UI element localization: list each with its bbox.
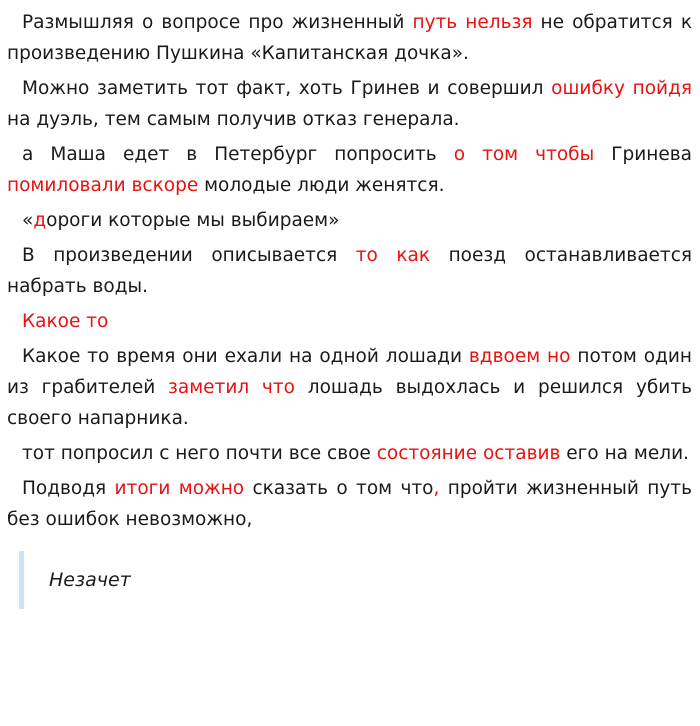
- text: ороги которые мы выбираем»: [46, 210, 340, 231]
- text: тот попросил с него почти все свое: [22, 443, 377, 464]
- error-highlight: путь нельзя: [412, 12, 533, 33]
- error-highlight: о том чтобы: [453, 144, 595, 165]
- text: «: [22, 210, 34, 231]
- paragraph-4: [7, 205, 692, 236]
- paragraph-8: [7, 438, 692, 469]
- text: потом один из грабителей: [7, 346, 692, 398]
- text: сказать о том что: [244, 478, 434, 499]
- paragraph-2: [7, 73, 692, 135]
- text: Какое то время они ехали на одной лошади: [22, 346, 469, 367]
- verdict-blockquote: [19, 551, 324, 609]
- text: Размышляя о вопросе про жизненный: [22, 12, 413, 33]
- error-highlight: итоги можно: [114, 478, 245, 499]
- error-highlight: состояние оставив: [376, 443, 561, 464]
- error-highlight: помиловали вскоре: [7, 175, 199, 196]
- paragraph-5: [7, 240, 692, 302]
- verdict-text: Незачет: [49, 569, 131, 591]
- paragraph-1: [7, 7, 692, 69]
- text: его на мели.: [560, 443, 689, 464]
- text: лошадь выдохлась и решился убить своего напарника.: [7, 377, 693, 429]
- paragraph-7: [7, 341, 692, 434]
- error-highlight: заметил что: [168, 377, 295, 398]
- error-highlight: Какое то: [22, 311, 109, 332]
- text: на дуэль, тем самым получив отказ генерала.: [7, 109, 460, 130]
- text: Подводя: [22, 478, 115, 499]
- text: поезд останавливается набрать воды.: [7, 245, 692, 297]
- error-highlight: ,: [433, 478, 440, 499]
- error-highlight: вдвоем но: [468, 346, 571, 367]
- error-highlight: ошибку пойдя: [551, 78, 692, 99]
- text: пройти жизненный путь без ошибок невозможно,: [7, 478, 692, 530]
- text: В произведении описывается: [22, 245, 356, 266]
- paragraph-6: [7, 306, 692, 337]
- text: не обратится к произведению Пушкина «Капитанская дочка».: [7, 12, 692, 64]
- text: молодые люди женятся.: [198, 175, 445, 196]
- paragraph-9: [7, 473, 692, 535]
- text: Можно заметить тот факт, хоть Гринев и совершил: [22, 78, 552, 99]
- text: а Маша едет в Петербург попросить: [22, 144, 454, 165]
- essay-body: [7, 7, 692, 539]
- text: Гринева: [594, 144, 692, 165]
- error-highlight: д: [33, 210, 47, 231]
- paragraph-3: [7, 139, 692, 201]
- error-highlight: то как: [355, 245, 431, 266]
